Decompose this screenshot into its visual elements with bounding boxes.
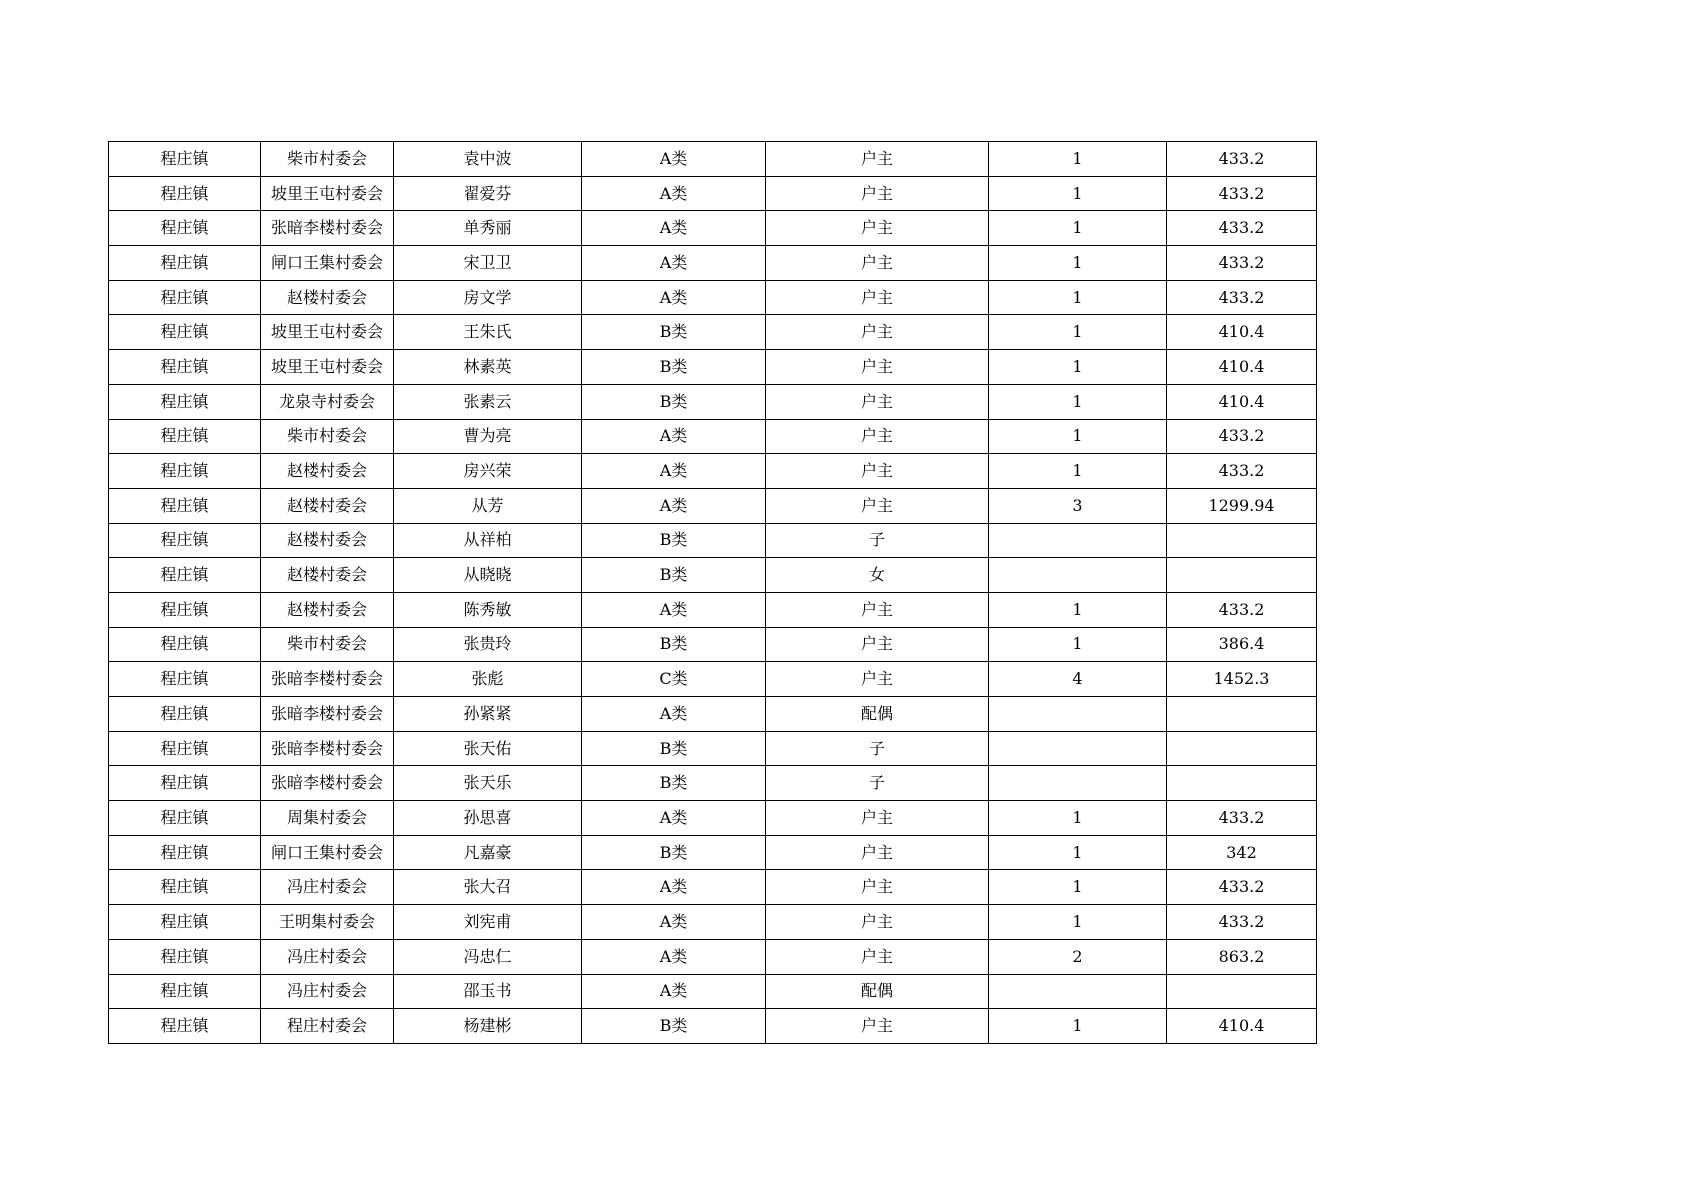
- category-cell: B类: [582, 523, 766, 558]
- village-committee-cell: 张暗李楼村委会: [261, 731, 394, 766]
- village-committee-cell: 冯庄村委会: [261, 974, 394, 1009]
- relation-cell: 户主: [766, 176, 989, 211]
- village-committee-cell: 赵楼村委会: [261, 488, 394, 523]
- category-cell: B类: [582, 350, 766, 385]
- household-size-cell: 1: [989, 176, 1167, 211]
- relation-cell: 户主: [766, 801, 989, 836]
- village-committee-cell: 张暗李楼村委会: [261, 697, 394, 732]
- amount-cell: 410.4: [1167, 350, 1317, 385]
- category-cell: B类: [582, 835, 766, 870]
- relation-cell: 女: [766, 558, 989, 593]
- town-cell: 程庄镇: [109, 176, 261, 211]
- amount-cell: 433.2: [1167, 419, 1317, 454]
- town-cell: 程庄镇: [109, 419, 261, 454]
- table-row: [109, 592, 1317, 627]
- household-size-cell: [989, 697, 1167, 732]
- amount-cell: 410.4: [1167, 315, 1317, 350]
- table-row: [109, 523, 1317, 558]
- amount-cell: 386.4: [1167, 627, 1317, 662]
- amount-cell: 433.2: [1167, 142, 1317, 177]
- name-cell: 张大召: [394, 870, 582, 905]
- village-committee-cell: 坡里王屯村委会: [261, 350, 394, 385]
- village-committee-cell: 闸口王集村委会: [261, 246, 394, 281]
- relation-cell: 户主: [766, 905, 989, 940]
- name-cell: 袁中波: [394, 142, 582, 177]
- village-committee-cell: 赵楼村委会: [261, 558, 394, 593]
- town-cell: 程庄镇: [109, 211, 261, 246]
- category-cell: B类: [582, 558, 766, 593]
- relation-cell: 配偶: [766, 974, 989, 1009]
- relation-cell: 户主: [766, 211, 989, 246]
- town-cell: 程庄镇: [109, 939, 261, 974]
- relation-cell: 子: [766, 766, 989, 801]
- amount-cell: 863.2: [1167, 939, 1317, 974]
- amount-cell: [1167, 731, 1317, 766]
- table-row: [109, 939, 1317, 974]
- village-committee-cell: 柴市村委会: [261, 627, 394, 662]
- relation-cell: 户主: [766, 627, 989, 662]
- amount-cell: 433.2: [1167, 280, 1317, 315]
- amount-cell: 342: [1167, 835, 1317, 870]
- relation-cell: 户主: [766, 280, 989, 315]
- household-size-cell: 1: [989, 454, 1167, 489]
- relation-cell: 户主: [766, 1009, 989, 1044]
- village-committee-cell: 张暗李楼村委会: [261, 662, 394, 697]
- amount-cell: [1167, 558, 1317, 593]
- village-committee-cell: 赵楼村委会: [261, 523, 394, 558]
- village-committee-cell: 赵楼村委会: [261, 592, 394, 627]
- amount-cell: 1452.3: [1167, 662, 1317, 697]
- name-cell: 张彪: [394, 662, 582, 697]
- town-cell: 程庄镇: [109, 697, 261, 732]
- town-cell: 程庄镇: [109, 801, 261, 836]
- village-committee-cell: 张暗李楼村委会: [261, 211, 394, 246]
- table-row: [109, 176, 1317, 211]
- table-row: [109, 211, 1317, 246]
- table-row: [109, 488, 1317, 523]
- household-size-cell: 1: [989, 419, 1167, 454]
- household-size-cell: [989, 766, 1167, 801]
- name-cell: 张天佑: [394, 731, 582, 766]
- category-cell: A类: [582, 246, 766, 281]
- name-cell: 张素云: [394, 384, 582, 419]
- category-cell: A类: [582, 142, 766, 177]
- relation-cell: 户主: [766, 939, 989, 974]
- name-cell: 刘宪甫: [394, 905, 582, 940]
- town-cell: 程庄镇: [109, 627, 261, 662]
- village-committee-cell: 周集村委会: [261, 801, 394, 836]
- category-cell: A类: [582, 592, 766, 627]
- amount-cell: 433.2: [1167, 454, 1317, 489]
- category-cell: A类: [582, 454, 766, 489]
- town-cell: 程庄镇: [109, 523, 261, 558]
- amount-cell: 410.4: [1167, 1009, 1317, 1044]
- village-committee-cell: 龙泉寺村委会: [261, 384, 394, 419]
- amount-cell: 433.2: [1167, 870, 1317, 905]
- amount-cell: [1167, 697, 1317, 732]
- table-row: [109, 801, 1317, 836]
- name-cell: 宋卫卫: [394, 246, 582, 281]
- relation-cell: 户主: [766, 315, 989, 350]
- village-committee-cell: 冯庄村委会: [261, 939, 394, 974]
- category-cell: B类: [582, 384, 766, 419]
- category-cell: B类: [582, 315, 766, 350]
- table-body: [109, 142, 1317, 1044]
- town-cell: 程庄镇: [109, 905, 261, 940]
- amount-cell: 433.2: [1167, 246, 1317, 281]
- table-row: [109, 454, 1317, 489]
- table-row: [109, 662, 1317, 697]
- table-row: [109, 731, 1317, 766]
- village-committee-cell: 坡里王屯村委会: [261, 315, 394, 350]
- household-size-cell: 1: [989, 801, 1167, 836]
- category-cell: A类: [582, 905, 766, 940]
- table-row: [109, 905, 1317, 940]
- household-size-cell: 1: [989, 1009, 1167, 1044]
- table-row: [109, 870, 1317, 905]
- relation-cell: 户主: [766, 246, 989, 281]
- category-cell: B类: [582, 627, 766, 662]
- household-size-cell: 1: [989, 211, 1167, 246]
- category-cell: A类: [582, 697, 766, 732]
- household-size-cell: [989, 731, 1167, 766]
- amount-cell: [1167, 974, 1317, 1009]
- household-size-cell: 1: [989, 246, 1167, 281]
- relation-cell: 子: [766, 731, 989, 766]
- name-cell: 孙紧紧: [394, 697, 582, 732]
- household-size-cell: [989, 558, 1167, 593]
- village-committee-cell: 柴市村委会: [261, 142, 394, 177]
- household-size-cell: [989, 523, 1167, 558]
- category-cell: A类: [582, 176, 766, 211]
- town-cell: 程庄镇: [109, 766, 261, 801]
- table-row: [109, 627, 1317, 662]
- name-cell: 杨建彬: [394, 1009, 582, 1044]
- town-cell: 程庄镇: [109, 350, 261, 385]
- household-size-cell: 4: [989, 662, 1167, 697]
- category-cell: B类: [582, 766, 766, 801]
- village-committee-cell: 闸口王集村委会: [261, 835, 394, 870]
- name-cell: 从晓晓: [394, 558, 582, 593]
- amount-cell: 1299.94: [1167, 488, 1317, 523]
- name-cell: 房兴荣: [394, 454, 582, 489]
- relation-cell: 户主: [766, 870, 989, 905]
- table-row: [109, 142, 1317, 177]
- name-cell: 张天乐: [394, 766, 582, 801]
- table-row: [109, 974, 1317, 1009]
- category-cell: A类: [582, 801, 766, 836]
- village-committee-cell: 坡里王屯村委会: [261, 176, 394, 211]
- relation-cell: 户主: [766, 592, 989, 627]
- table-row: [109, 1009, 1317, 1044]
- village-committee-cell: 程庄村委会: [261, 1009, 394, 1044]
- household-size-cell: [989, 974, 1167, 1009]
- household-size-cell: 1: [989, 870, 1167, 905]
- table-row: [109, 315, 1317, 350]
- town-cell: 程庄镇: [109, 835, 261, 870]
- table-row: [109, 558, 1317, 593]
- amount-cell: 433.2: [1167, 176, 1317, 211]
- household-size-cell: 2: [989, 939, 1167, 974]
- relation-cell: 户主: [766, 384, 989, 419]
- amount-cell: [1167, 523, 1317, 558]
- village-committee-cell: 赵楼村委会: [261, 280, 394, 315]
- name-cell: 翟爱芬: [394, 176, 582, 211]
- category-cell: B类: [582, 1009, 766, 1044]
- relation-cell: 户主: [766, 142, 989, 177]
- town-cell: 程庄镇: [109, 384, 261, 419]
- table-row: [109, 384, 1317, 419]
- town-cell: 程庄镇: [109, 280, 261, 315]
- category-cell: A类: [582, 974, 766, 1009]
- amount-cell: 410.4: [1167, 384, 1317, 419]
- household-size-cell: 3: [989, 488, 1167, 523]
- household-size-cell: 1: [989, 350, 1167, 385]
- household-size-cell: 1: [989, 835, 1167, 870]
- name-cell: 冯忠仁: [394, 939, 582, 974]
- town-cell: 程庄镇: [109, 488, 261, 523]
- name-cell: 从芳: [394, 488, 582, 523]
- table-row: [109, 280, 1317, 315]
- town-cell: 程庄镇: [109, 870, 261, 905]
- household-size-cell: 1: [989, 627, 1167, 662]
- name-cell: 林素英: [394, 350, 582, 385]
- household-size-cell: 1: [989, 315, 1167, 350]
- name-cell: 张贵玲: [394, 627, 582, 662]
- village-committee-cell: 赵楼村委会: [261, 454, 394, 489]
- name-cell: 陈秀敏: [394, 592, 582, 627]
- name-cell: 曹为亮: [394, 419, 582, 454]
- town-cell: 程庄镇: [109, 246, 261, 281]
- amount-cell: 433.2: [1167, 211, 1317, 246]
- category-cell: A类: [582, 211, 766, 246]
- town-cell: 程庄镇: [109, 592, 261, 627]
- name-cell: 凡嘉豪: [394, 835, 582, 870]
- town-cell: 程庄镇: [109, 1009, 261, 1044]
- category-cell: C类: [582, 662, 766, 697]
- household-size-cell: 1: [989, 592, 1167, 627]
- household-size-cell: 1: [989, 384, 1167, 419]
- town-cell: 程庄镇: [109, 315, 261, 350]
- name-cell: 单秀丽: [394, 211, 582, 246]
- category-cell: A类: [582, 870, 766, 905]
- town-cell: 程庄镇: [109, 662, 261, 697]
- relation-cell: 户主: [766, 488, 989, 523]
- town-cell: 程庄镇: [109, 731, 261, 766]
- village-committee-cell: 冯庄村委会: [261, 870, 394, 905]
- category-cell: A类: [582, 939, 766, 974]
- household-size-cell: 1: [989, 905, 1167, 940]
- table-row: [109, 246, 1317, 281]
- name-cell: 孙思喜: [394, 801, 582, 836]
- village-committee-cell: 柴市村委会: [261, 419, 394, 454]
- category-cell: A类: [582, 280, 766, 315]
- category-cell: B类: [582, 731, 766, 766]
- relation-cell: 户主: [766, 419, 989, 454]
- household-size-cell: 1: [989, 280, 1167, 315]
- name-cell: 邵玉书: [394, 974, 582, 1009]
- name-cell: 从祥柏: [394, 523, 582, 558]
- relation-cell: 配偶: [766, 697, 989, 732]
- relation-cell: 户主: [766, 835, 989, 870]
- relation-cell: 户主: [766, 454, 989, 489]
- village-committee-cell: 王明集村委会: [261, 905, 394, 940]
- amount-cell: [1167, 766, 1317, 801]
- table-row: [109, 350, 1317, 385]
- name-cell: 房文学: [394, 280, 582, 315]
- relation-cell: 户主: [766, 350, 989, 385]
- category-cell: A类: [582, 488, 766, 523]
- table-row: [109, 697, 1317, 732]
- data-table: [108, 141, 1317, 1044]
- amount-cell: 433.2: [1167, 592, 1317, 627]
- town-cell: 程庄镇: [109, 558, 261, 593]
- amount-cell: 433.2: [1167, 801, 1317, 836]
- relation-cell: 户主: [766, 662, 989, 697]
- town-cell: 程庄镇: [109, 142, 261, 177]
- category-cell: A类: [582, 419, 766, 454]
- village-committee-cell: 张暗李楼村委会: [261, 766, 394, 801]
- household-size-cell: 1: [989, 142, 1167, 177]
- town-cell: 程庄镇: [109, 454, 261, 489]
- table-row: [109, 419, 1317, 454]
- relation-cell: 子: [766, 523, 989, 558]
- table-row: [109, 766, 1317, 801]
- amount-cell: 433.2: [1167, 905, 1317, 940]
- name-cell: 王朱氏: [394, 315, 582, 350]
- town-cell: 程庄镇: [109, 974, 261, 1009]
- table-row: [109, 835, 1317, 870]
